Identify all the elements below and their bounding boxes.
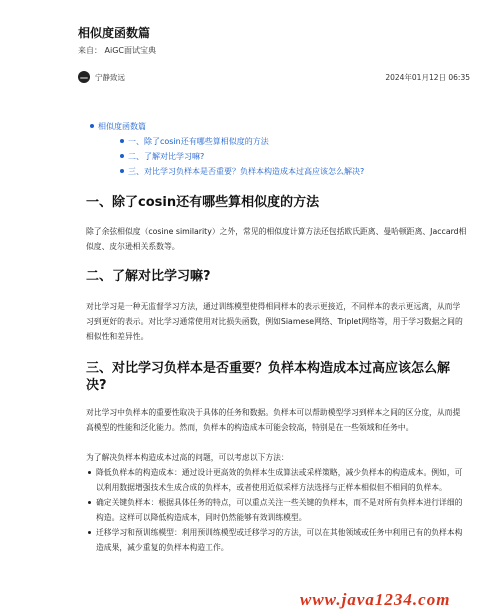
section-heading-3: 三、对比学习负样本是否重要？负样本构造成本过高应该怎么解决? xyxy=(86,361,451,393)
toc-item-root[interactable] xyxy=(90,119,364,134)
article-title: 相似度函数篇 xyxy=(78,26,151,40)
section-1-paragraph: 除了余弦相似度（cosine similarity）之外，常见的相似度计算方法还包括欧氏距离、曼哈顿距离、Jaccard相似度、皮尔逊相关系数等。 xyxy=(86,227,467,251)
bullet-icon xyxy=(120,139,124,143)
author-row xyxy=(78,70,470,86)
section-2-paragraph: 对比学习是一种无监督学习方法，通过训练模型使得相同样本的表示更接近，不同样本的表示更远离，从而学习到更好的表示。对比学习通常使用对比损失函数，例如Siamese网络、Triplet网络等，用于学习数据之间的相似性和差异性。 xyxy=(86,302,463,341)
article-source: 来自： AiGC面试宝典 xyxy=(78,46,157,55)
table-of-contents xyxy=(90,119,364,179)
bullet-icon xyxy=(120,169,124,173)
toc-item-3[interactable] xyxy=(90,164,364,179)
toc-item-2[interactable] xyxy=(90,149,364,164)
watermark: www.java1234.com xyxy=(300,590,451,609)
avatar[interactable] xyxy=(78,71,90,83)
list-item: 迁移学习和预训练模型：利用预训练模型或迁移学习的方法，可以在其他领域或任务中利用已有的负样本构造成果，减少重复的负样本构造工作。 xyxy=(86,525,468,555)
toc-item-1[interactable] xyxy=(90,134,364,149)
bullet-icon xyxy=(90,124,94,128)
publish-date: 2024年01月12日 06:35 xyxy=(385,73,470,82)
section-3-paragraph-2: 为了解决负样本构造成本过高的问题，可以考虑以下方法： xyxy=(86,453,289,462)
toc-link[interactable]: 相似度函数篇 xyxy=(98,122,146,131)
section-heading-1: 一、除了cosin还有哪些算相似度的方法 xyxy=(86,195,320,210)
section-3-paragraph-1: 对比学习中负样本的重要性取决于具体的任务和数据。负样本可以帮助模型学习到样本之间的区分度，从而提高模型的性能和泛化能力。然而，负样本的构造成本可能会较高，特别是在一些领域和任务中。 xyxy=(86,408,461,432)
author-name[interactable]: 宁静致远 xyxy=(95,73,125,82)
toc-link[interactable]: 二、了解对比学习嘛? xyxy=(128,152,205,161)
toc-link[interactable]: 三、对比学习负样本是否重要？负样本构造成本过高应该怎么解决? xyxy=(128,167,365,176)
bullet-icon xyxy=(120,154,124,158)
list-item: 降低负样本的构造成本：通过设计更高效的负样本生成算法或采样策略，减少负样本的构造成本。例如，可以利用数据增强技术生成合成的负样本，或者使用近似采样方法选择与正样本相似但不相同的负样本。 xyxy=(86,465,468,495)
toc-link[interactable]: 一、除了cosin还有哪些算相似度的方法 xyxy=(128,137,269,146)
section-3-bullet-list xyxy=(86,465,468,555)
list-item: 确定关键负样本：根据具体任务的特点，可以重点关注一些关键的负样本，而不是对所有负样本进行详细的构造。这样可以降低构造成本，同时仍然能够有效训练模型。 xyxy=(86,495,468,525)
section-heading-2: 二、了解对比学习嘛? xyxy=(86,269,211,284)
